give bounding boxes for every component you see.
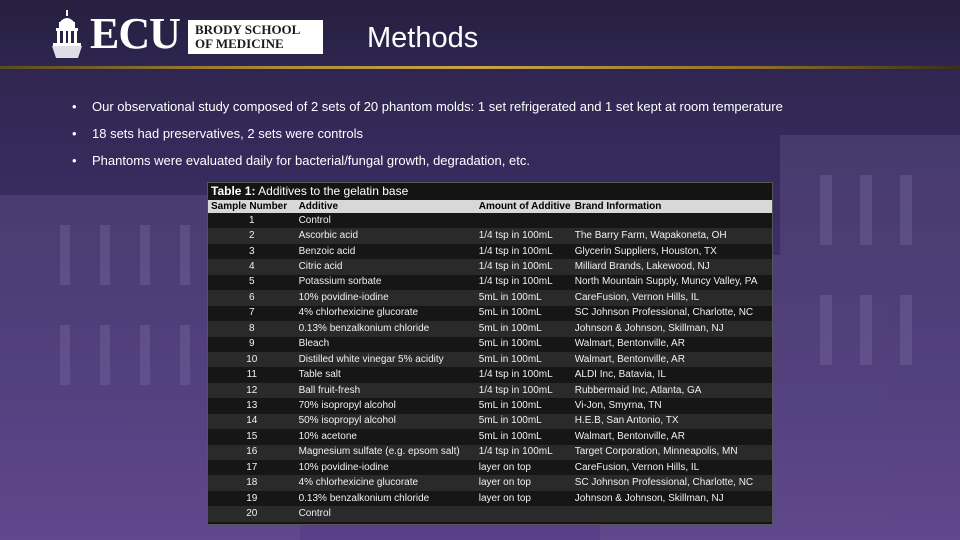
table-row bbox=[208, 228, 772, 243]
header-sample-number: Sample Number bbox=[208, 200, 296, 213]
table-row bbox=[208, 414, 772, 429]
cell-brand: Walmart, Bentonville, AR bbox=[572, 352, 772, 367]
header-amount: Amount of Additive bbox=[476, 200, 572, 213]
cell-sample-number: 15 bbox=[208, 429, 296, 444]
cell-sample-number: 1 bbox=[208, 213, 296, 228]
table-row bbox=[208, 259, 772, 274]
logo-line-1: BRODY SCHOOL bbox=[195, 22, 301, 37]
cell-additive: 0.13% benzalkonium chloride bbox=[296, 321, 476, 336]
bullet-item bbox=[72, 98, 783, 115]
bullet-item bbox=[72, 125, 783, 142]
table-row bbox=[208, 306, 772, 321]
cell-additive: 4% chlorhexicine glucorate bbox=[296, 475, 476, 490]
cell-brand: H.E.B, San Antonio, TX bbox=[572, 414, 772, 429]
logo-line-2: OF MEDICINE bbox=[195, 36, 284, 51]
cell-amount: 5mL in 100mL bbox=[476, 414, 572, 429]
header-additive: Additive bbox=[296, 200, 476, 213]
cell-brand: Johnson & Johnson, Skillman, NJ bbox=[572, 321, 772, 336]
cell-additive: 10% acetone bbox=[296, 429, 476, 444]
cell-sample-number: 5 bbox=[208, 275, 296, 290]
bullet-dot: • bbox=[72, 126, 77, 141]
cell-amount: layer on top bbox=[476, 491, 572, 506]
cell-amount: 1/4 tsp in 100mL bbox=[476, 445, 572, 460]
caption-text: Additives to the gelatin base bbox=[255, 184, 409, 198]
cell-amount bbox=[476, 213, 572, 228]
table-row bbox=[208, 290, 772, 305]
cell-brand: Target Corporation, Minneapolis, MN bbox=[572, 445, 772, 460]
table-row bbox=[208, 383, 772, 398]
cell-amount: 1/4 tsp in 100mL bbox=[476, 259, 572, 274]
cell-additive: Magnesium sulfate (e.g. epsom salt) bbox=[296, 445, 476, 460]
cell-brand: Walmart, Bentonville, AR bbox=[572, 337, 772, 352]
cell-brand bbox=[572, 506, 772, 521]
cell-brand: Glycerin Suppliers, Houston, TX bbox=[572, 244, 772, 259]
cell-brand: Walmart, Bentonville, AR bbox=[572, 429, 772, 444]
table-body bbox=[208, 213, 772, 522]
cell-amount: 1/4 tsp in 100mL bbox=[476, 367, 572, 382]
cell-sample-number: 19 bbox=[208, 491, 296, 506]
cell-additive: Table salt bbox=[296, 367, 476, 382]
cell-sample-number: 11 bbox=[208, 367, 296, 382]
bullet-text: 18 sets had preservatives, 2 sets were controls bbox=[92, 126, 363, 141]
table-row bbox=[208, 460, 772, 475]
header-gold-rule bbox=[0, 66, 960, 69]
cell-amount: 5mL in 100mL bbox=[476, 398, 572, 413]
cell-additive: Ascorbic acid bbox=[296, 228, 476, 243]
cupola-icon bbox=[48, 10, 86, 60]
bullet-text: Phantoms were evaluated daily for bacterial/fungal growth, degradation, etc. bbox=[92, 153, 530, 168]
additives-table-image bbox=[207, 182, 773, 525]
cell-brand bbox=[572, 213, 772, 228]
cell-amount: 1/4 tsp in 100mL bbox=[476, 244, 572, 259]
cell-amount: 5mL in 100mL bbox=[476, 306, 572, 321]
cell-additive: Ball fruit-fresh bbox=[296, 383, 476, 398]
cell-brand: The Barry Farm, Wapakoneta, OH bbox=[572, 228, 772, 243]
cell-sample-number: 3 bbox=[208, 244, 296, 259]
cell-additive: 0.13% benzalkonium chloride bbox=[296, 491, 476, 506]
cell-brand: Milliard Brands, Lakewood, NJ bbox=[572, 259, 772, 274]
slide-title: Methods bbox=[367, 22, 479, 54]
table-row bbox=[208, 475, 772, 490]
cell-amount: 1/4 tsp in 100mL bbox=[476, 383, 572, 398]
cell-amount: 5mL in 100mL bbox=[476, 337, 572, 352]
cell-amount bbox=[476, 506, 572, 521]
bullet-text: Our observational study composed of 2 sets of 20 phantom molds: 1 set refrigerated and 1 set kept at room temperature bbox=[92, 99, 783, 114]
cell-sample-number: 14 bbox=[208, 414, 296, 429]
cell-sample-number: 17 bbox=[208, 460, 296, 475]
table-row bbox=[208, 213, 772, 228]
header-bar bbox=[0, 0, 960, 70]
cell-additive: Control bbox=[296, 506, 476, 521]
cell-brand: Vi-Jon, Smyrna, TN bbox=[572, 398, 772, 413]
cell-brand: SC Johnson Professional, Charlotte, NC bbox=[572, 475, 772, 490]
cell-additive: 10% povidine-iodine bbox=[296, 460, 476, 475]
cell-brand: CareFusion, Vernon Hills, IL bbox=[572, 460, 772, 475]
additives-table bbox=[208, 200, 772, 522]
table-row bbox=[208, 398, 772, 413]
table-row bbox=[208, 429, 772, 444]
cell-amount: 5mL in 100mL bbox=[476, 352, 572, 367]
logo-ecu-text: ECU bbox=[90, 9, 180, 58]
cell-brand: North Mountain Supply, Muncy Valley, PA bbox=[572, 275, 772, 290]
bullet-dot: • bbox=[72, 153, 77, 168]
cell-brand: Johnson & Johnson, Skillman, NJ bbox=[572, 491, 772, 506]
cell-sample-number: 10 bbox=[208, 352, 296, 367]
cell-sample-number: 20 bbox=[208, 506, 296, 521]
cell-amount: 5mL in 100mL bbox=[476, 321, 572, 336]
cell-sample-number: 9 bbox=[208, 337, 296, 352]
cell-amount: layer on top bbox=[476, 475, 572, 490]
table-row bbox=[208, 275, 772, 290]
bullet-item bbox=[72, 152, 783, 169]
table-row bbox=[208, 321, 772, 336]
table-header-row bbox=[208, 200, 772, 213]
cell-additive: 70% isopropyl alcohol bbox=[296, 398, 476, 413]
cell-additive: Distilled white vinegar 5% acidity bbox=[296, 352, 476, 367]
table-caption bbox=[211, 184, 408, 199]
table-row bbox=[208, 244, 772, 259]
cell-additive: Bleach bbox=[296, 337, 476, 352]
cell-additive: 4% chlorhexicine glucorate bbox=[296, 306, 476, 321]
cell-sample-number: 2 bbox=[208, 228, 296, 243]
cell-brand: SC Johnson Professional, Charlotte, NC bbox=[572, 306, 772, 321]
header-brand: Brand Information bbox=[572, 200, 772, 213]
bullet-dot: • bbox=[72, 99, 77, 114]
table-row bbox=[208, 506, 772, 521]
cell-sample-number: 18 bbox=[208, 475, 296, 490]
cell-amount: 5mL in 100mL bbox=[476, 429, 572, 444]
cell-amount: 1/4 tsp in 100mL bbox=[476, 228, 572, 243]
table-row bbox=[208, 491, 772, 506]
cell-amount: 1/4 tsp in 100mL bbox=[476, 275, 572, 290]
table-row bbox=[208, 352, 772, 367]
cell-amount: 5mL in 100mL bbox=[476, 290, 572, 305]
cell-additive: Citric acid bbox=[296, 259, 476, 274]
table-row bbox=[208, 337, 772, 352]
cell-sample-number: 16 bbox=[208, 445, 296, 460]
cell-additive: 50% isopropyl alcohol bbox=[296, 414, 476, 429]
caption-label: Table 1: bbox=[211, 184, 256, 198]
logo-brody-box bbox=[188, 20, 323, 54]
bullet-list bbox=[72, 98, 783, 179]
ecu-logo bbox=[48, 8, 328, 60]
cell-sample-number: 13 bbox=[208, 398, 296, 413]
cell-sample-number: 6 bbox=[208, 290, 296, 305]
cell-brand: Rubbermaid Inc, Atlanta, GA bbox=[572, 383, 772, 398]
cell-amount: layer on top bbox=[476, 460, 572, 475]
table-row bbox=[208, 445, 772, 460]
cell-brand: CareFusion, Vernon Hills, IL bbox=[572, 290, 772, 305]
cell-brand: ALDI Inc, Batavia, IL bbox=[572, 367, 772, 382]
cell-sample-number: 8 bbox=[208, 321, 296, 336]
cell-additive: Benzoic acid bbox=[296, 244, 476, 259]
cell-sample-number: 4 bbox=[208, 259, 296, 274]
cell-sample-number: 12 bbox=[208, 383, 296, 398]
cell-sample-number: 7 bbox=[208, 306, 296, 321]
cell-additive: Control bbox=[296, 213, 476, 228]
table-row bbox=[208, 367, 772, 382]
cell-additive: 10% povidine-iodine bbox=[296, 290, 476, 305]
cell-additive: Potassium sorbate bbox=[296, 275, 476, 290]
